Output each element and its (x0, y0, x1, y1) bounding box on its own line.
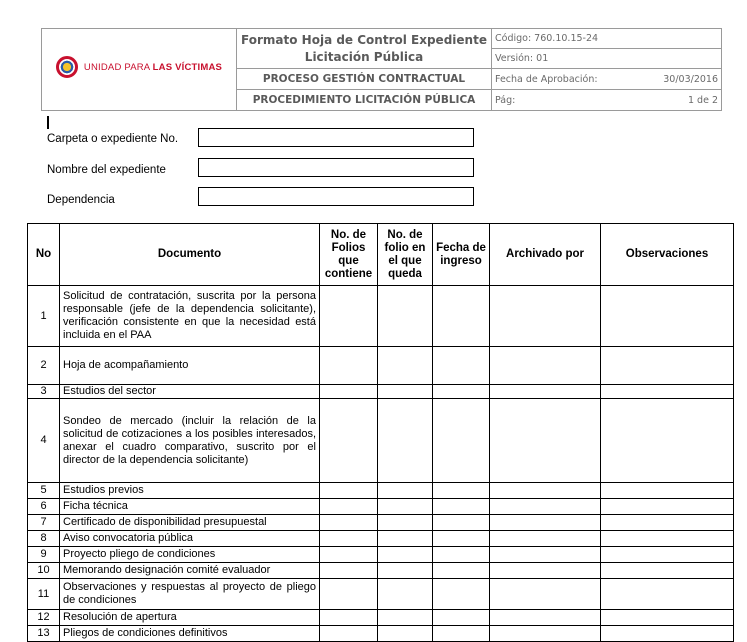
approval-label: Fecha de Aprobación: (495, 73, 598, 85)
document-header (41, 28, 722, 111)
folios-cell[interactable] (320, 385, 378, 399)
folios-cell[interactable] (320, 563, 378, 579)
code-cell (492, 29, 722, 49)
header-archivado: Archivado por (490, 224, 601, 286)
row-document: Pliegos de condiciones definitivos (60, 626, 320, 642)
table-row (28, 483, 734, 499)
row-number: 1 (28, 286, 60, 347)
logo-cell (42, 29, 237, 111)
table-row (28, 347, 734, 385)
folio-en-cell[interactable] (378, 347, 433, 385)
version-text: Versión: 01 (495, 53, 549, 64)
row-number: 4 (28, 399, 60, 483)
table-header-row (28, 224, 734, 286)
folios-cell[interactable] (320, 399, 378, 483)
page-label: Pág: (495, 94, 516, 106)
observaciones-cell[interactable] (601, 483, 734, 499)
page-value: 1 de 2 (687, 94, 718, 106)
row-number: 13 (28, 626, 60, 642)
row-document: Memorando designación comité evaluador (60, 563, 320, 579)
folios-cell[interactable] (320, 547, 378, 563)
folio-en-cell[interactable] (378, 385, 433, 399)
observaciones-cell[interactable] (601, 286, 734, 347)
header-no: No (28, 224, 60, 286)
archivado-cell[interactable] (490, 347, 601, 385)
text-cursor (47, 116, 49, 129)
folio-en-cell[interactable] (378, 399, 433, 483)
row-document: Aviso convocatoria pública (60, 531, 320, 547)
row-document: Sondeo de mercado (incluir la relación de la solicitud de cotizaciones a los posibles interesados, anexar el cuadro comparativo, suscrito por el director de la dependencia solicitante) (60, 399, 320, 483)
approval-cell (492, 69, 722, 90)
row-document: Estudios previos (60, 483, 320, 499)
folios-cell[interactable] (320, 579, 378, 610)
header-folios: No. de Folios que contiene (320, 224, 378, 286)
row-document: Proyecto pliego de condiciones (60, 547, 320, 563)
procedure-text: PROCEDIMIENTO LICITACIÓN PÚBLICA (252, 94, 476, 106)
folios-cell[interactable] (320, 626, 378, 642)
archivado-cell[interactable] (490, 563, 601, 579)
observaciones-cell[interactable] (601, 385, 734, 399)
folder-input[interactable] (198, 128, 474, 147)
observaciones-cell[interactable] (601, 531, 734, 547)
observaciones-cell[interactable] (601, 610, 734, 626)
document-title (237, 29, 492, 69)
header-document: Documento (60, 224, 320, 286)
fecha-cell[interactable] (433, 399, 490, 483)
version-cell (492, 49, 722, 69)
process-cell (237, 69, 492, 90)
approval-date: 30/03/2016 (663, 73, 718, 85)
procedure-cell (237, 90, 492, 111)
row-number: 10 (28, 563, 60, 579)
archivado-cell[interactable] (490, 385, 601, 399)
archivado-cell[interactable] (490, 515, 601, 531)
logo-prefix: UNIDAD PARA (83, 61, 153, 73)
code-text: Código: 760.10.15-24 (495, 33, 599, 44)
row-document: Resolución de apertura (60, 610, 320, 626)
folio-en-cell[interactable] (378, 610, 433, 626)
folios-cell[interactable] (320, 499, 378, 515)
title-line-1: Formato Hoja de Control Expediente (241, 32, 487, 47)
table-row (28, 399, 734, 483)
table-row (28, 499, 734, 515)
fecha-cell[interactable] (433, 499, 490, 515)
table-row (28, 385, 734, 399)
table-row (28, 531, 734, 547)
fecha-cell[interactable] (433, 347, 490, 385)
row-document: Hoja de acompañamiento (60, 347, 320, 385)
folios-cell[interactable] (320, 515, 378, 531)
seal-icon (56, 56, 78, 78)
fecha-cell[interactable] (433, 531, 490, 547)
observaciones-cell[interactable] (601, 547, 734, 563)
name-input[interactable] (198, 158, 474, 177)
folio-en-cell[interactable] (378, 483, 433, 499)
row-document: Estudios del sector (60, 385, 320, 399)
row-document: Observaciones y respuestas al proyecto de pliego de condiciones (60, 579, 320, 610)
fecha-cell[interactable] (433, 547, 490, 563)
table-row (28, 610, 734, 626)
observaciones-cell[interactable] (601, 347, 734, 385)
folio-en-cell[interactable] (378, 531, 433, 547)
table-row (28, 547, 734, 563)
observaciones-cell[interactable] (601, 399, 734, 483)
row-document: Certificado de disponibilidad presupuestal (60, 515, 320, 531)
fecha-cell[interactable] (433, 515, 490, 531)
table-row (28, 579, 734, 610)
fecha-cell[interactable] (433, 286, 490, 347)
process-text: PROCESO GESTIÓN CONTRACTUAL (262, 73, 466, 85)
row-number: 7 (28, 515, 60, 531)
archivado-cell[interactable] (490, 547, 601, 563)
fecha-cell[interactable] (433, 610, 490, 626)
fecha-cell[interactable] (433, 626, 490, 642)
folio-en-cell[interactable] (378, 547, 433, 563)
archivado-cell[interactable] (490, 626, 601, 642)
archivado-cell[interactable] (490, 579, 601, 610)
fecha-cell[interactable] (433, 385, 490, 399)
folios-cell[interactable] (320, 347, 378, 385)
dependency-input[interactable] (198, 187, 474, 206)
table-row (28, 626, 734, 642)
observaciones-cell[interactable] (601, 515, 734, 531)
folio-en-cell[interactable] (378, 515, 433, 531)
dependency-label: Dependencia (47, 194, 115, 206)
row-number: 9 (28, 547, 60, 563)
archivado-cell[interactable] (490, 286, 601, 347)
header-folio-en: No. de folio en el que queda (378, 224, 433, 286)
observaciones-cell[interactable] (601, 499, 734, 515)
folios-cell[interactable] (320, 531, 378, 547)
fecha-cell[interactable] (433, 483, 490, 499)
folios-cell[interactable] (320, 286, 378, 347)
folio-en-cell[interactable] (378, 286, 433, 347)
fecha-cell[interactable] (433, 563, 490, 579)
header-observaciones: Observaciones (601, 224, 734, 286)
archivado-cell[interactable] (490, 483, 601, 499)
observaciones-cell[interactable] (601, 563, 734, 579)
observaciones-cell[interactable] (601, 579, 734, 610)
row-number: 2 (28, 347, 60, 385)
table-row (28, 563, 734, 579)
archivado-cell[interactable] (490, 499, 601, 515)
control-table (27, 223, 734, 642)
row-document: Solicitud de contratación, suscrita por la persona responsable (jefe de la dependencia solicitante), verificación consistente en que la necesidad está incluida en el PAA (60, 286, 320, 347)
name-label: Nombre del expediente (47, 164, 166, 176)
row-number: 3 (28, 385, 60, 399)
row-number: 11 (28, 579, 60, 610)
archivado-cell[interactable] (490, 531, 601, 547)
folio-en-cell[interactable] (378, 579, 433, 610)
header-fecha: Fecha de ingreso (433, 224, 490, 286)
row-number: 6 (28, 499, 60, 515)
table-row (28, 515, 734, 531)
unidad-victimas-logo (56, 56, 222, 78)
observaciones-cell[interactable] (601, 626, 734, 642)
row-number: 5 (28, 483, 60, 499)
folder-label: Carpeta o expediente No. (47, 133, 179, 145)
logo-bold: LAS VÍCTIMAS (152, 61, 223, 73)
page-cell (492, 90, 722, 111)
title-line-2: Licitación Pública (304, 49, 424, 64)
row-document: Ficha técnica (60, 499, 320, 515)
table-row (28, 286, 734, 347)
archivado-cell[interactable] (490, 610, 601, 626)
fecha-cell[interactable] (433, 579, 490, 610)
folio-en-cell[interactable] (378, 626, 433, 642)
row-number: 12 (28, 610, 60, 626)
folio-en-cell[interactable] (378, 563, 433, 579)
row-number: 8 (28, 531, 60, 547)
archivado-cell[interactable] (490, 399, 601, 483)
folios-cell[interactable] (320, 483, 378, 499)
folios-cell[interactable] (320, 610, 378, 626)
folio-en-cell[interactable] (378, 499, 433, 515)
